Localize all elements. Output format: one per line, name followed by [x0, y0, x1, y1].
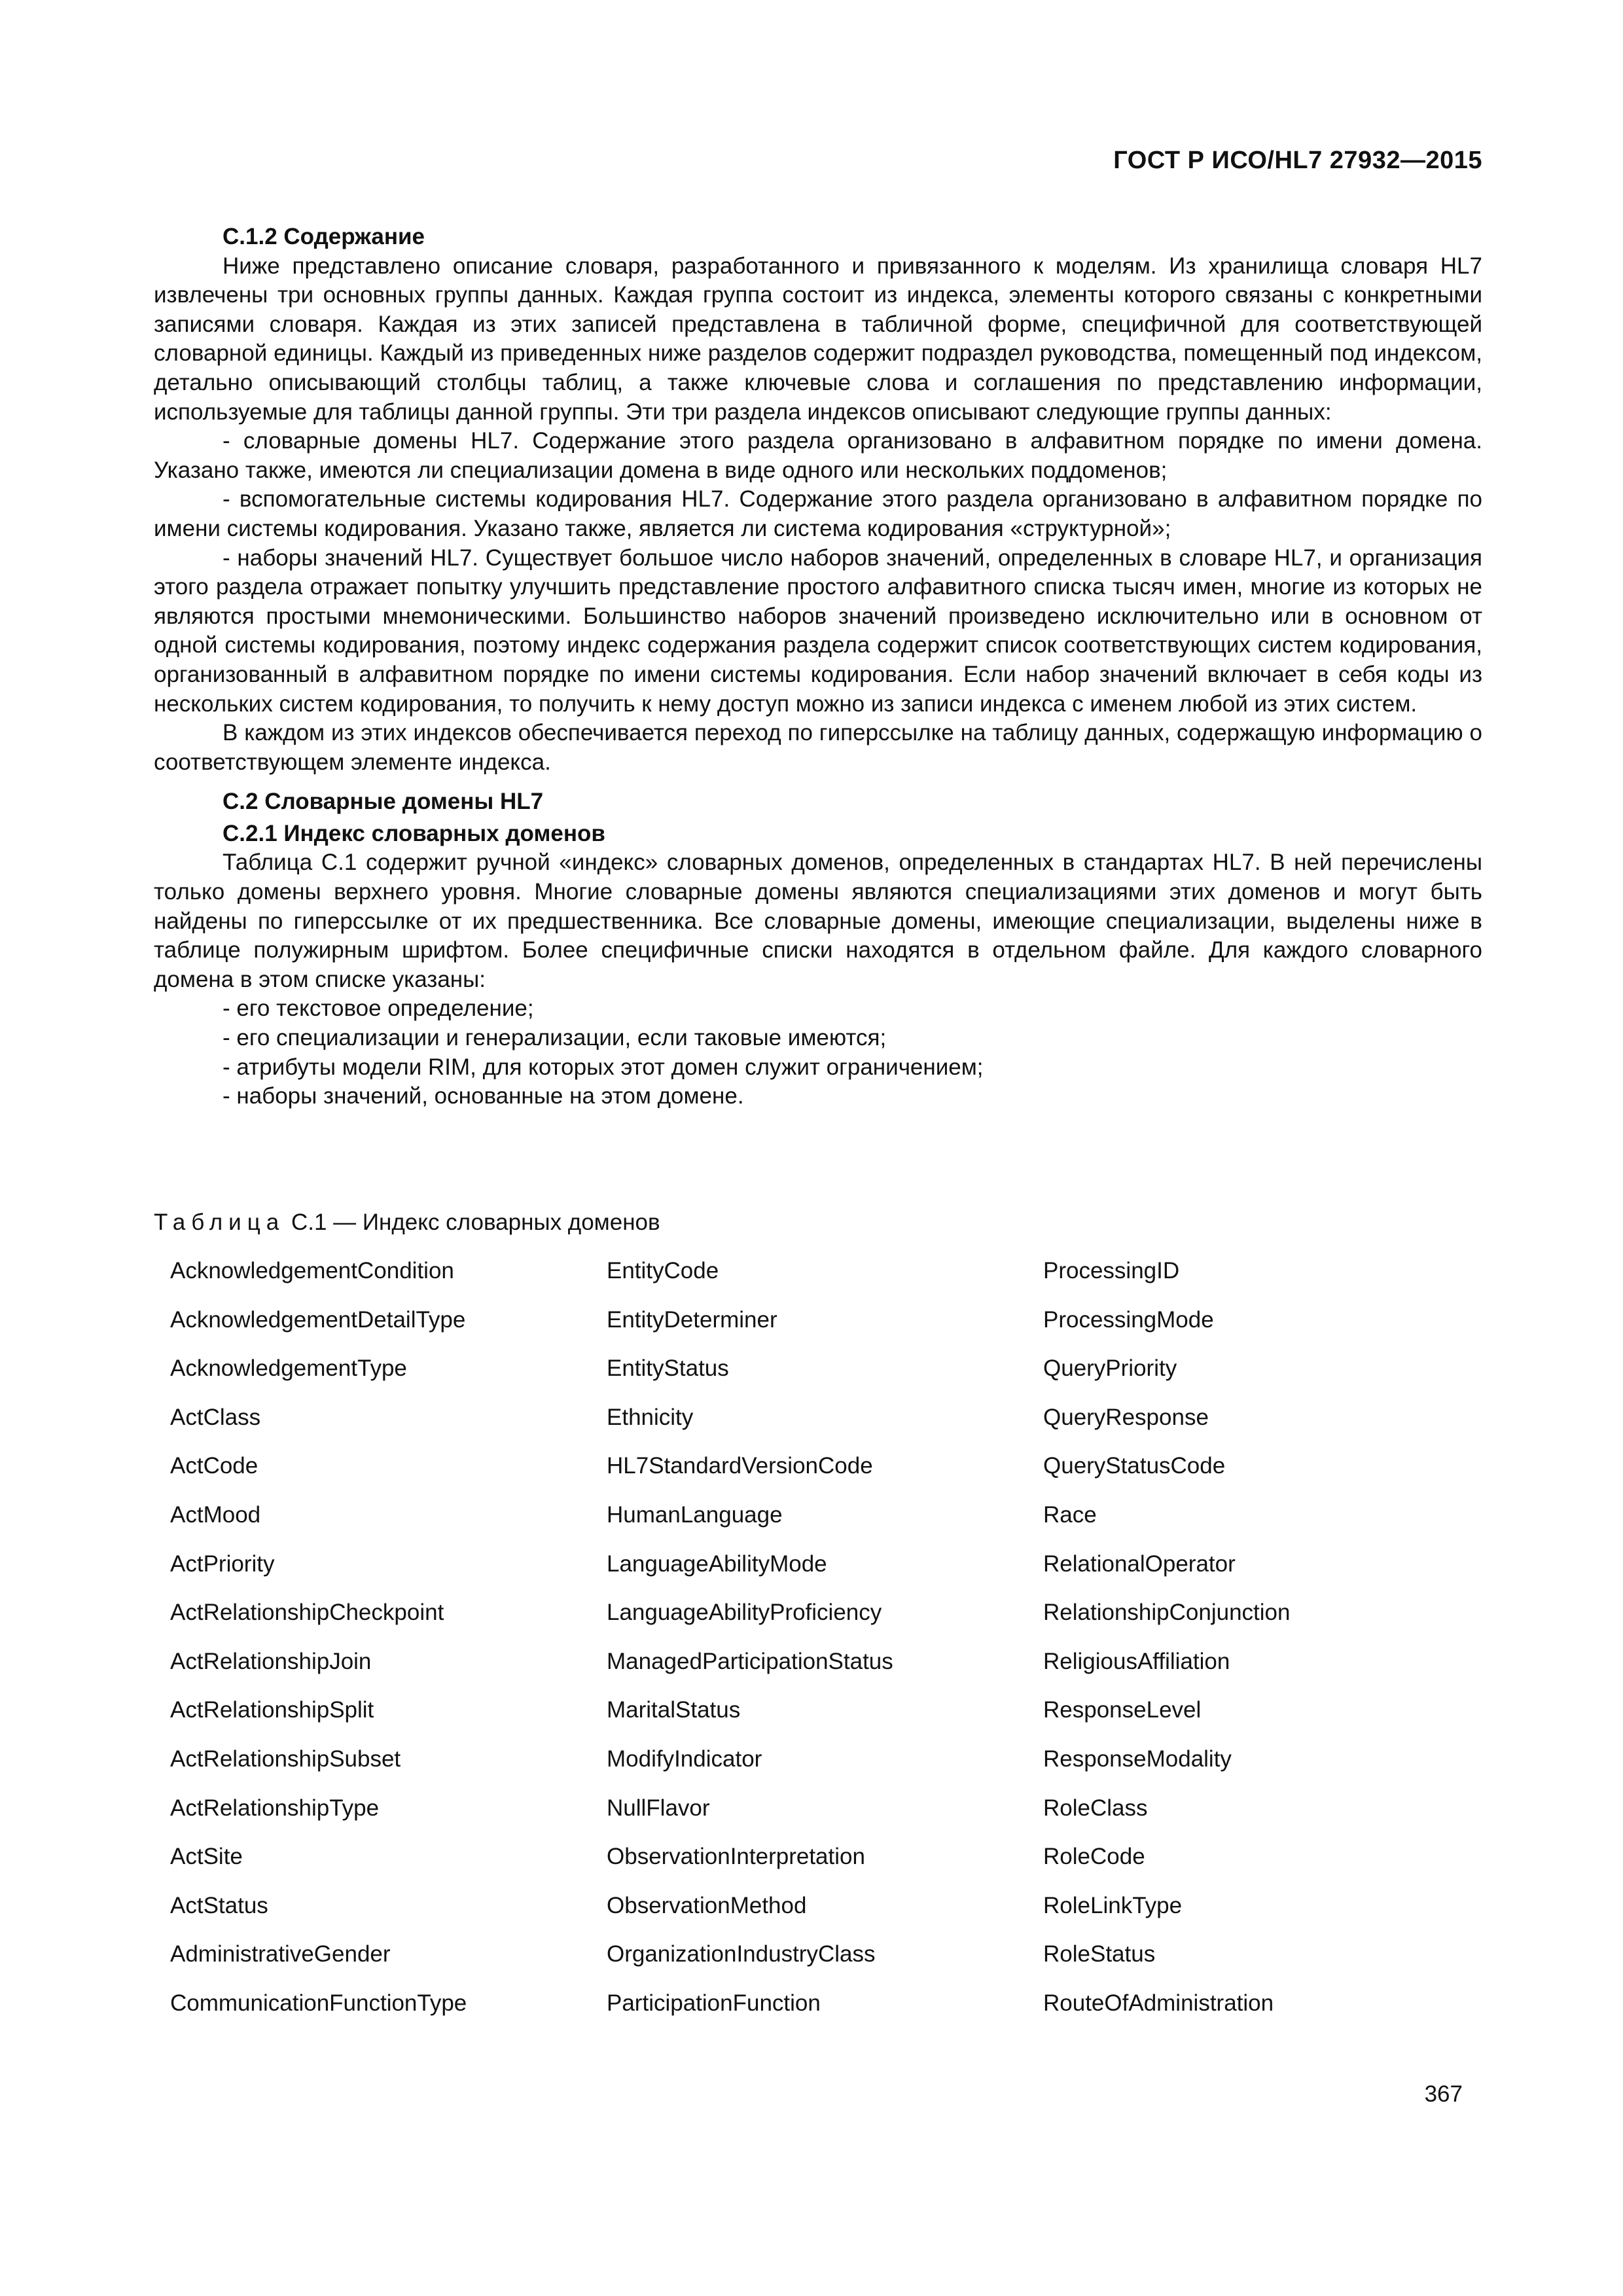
- table-cell: RelationshipConjunction: [1043, 1600, 1291, 1626]
- table-cell: ActSite: [170, 1844, 243, 1870]
- table-cell: ActCode: [170, 1453, 259, 1479]
- table-caption-label: Таблица: [154, 1210, 285, 1235]
- table-cell: ProcessingID: [1043, 1258, 1180, 1283]
- table-cell: EntityStatus: [607, 1355, 729, 1382]
- page-body: [154, 223, 1482, 1111]
- page-number: 367: [1424, 2081, 1463, 2107]
- table-cell: RoleStatus: [1043, 1941, 1156, 1967]
- table-cell: CommunicationFunctionType: [170, 1990, 467, 2016]
- table-cell: OrganizationIndustryClass: [607, 1941, 876, 1967]
- table-cell: NullFlavor: [607, 1795, 710, 1821]
- table-cell: HumanLanguage: [607, 1501, 783, 1528]
- table-cell: AcknowledgementCondition: [170, 1258, 454, 1283]
- table-cell: ActRelationshipType: [170, 1795, 380, 1821]
- table-cell: AcknowledgementDetailType: [170, 1306, 466, 1333]
- paragraph: Ниже представлено описание словаря, разработанного и привязанного к моделям. Из хранилища словаря HL7 извлечены три основных группы данных. Каждая группа состоит из индекса, элементы которого связаны с конкретными записями словаря. Каждая из этих записей представлена в табличной форме, специфичной для соответствующей словарной единицы. Каждый из приведенных ниже разделов содержит подраздел руководства, помещенный под индексом, детально описывающий столбцы таблиц, а также ключевые слова и соглашения по представлению информации, используемые для таблицы данной группы. Эти три раздела индексов описывают следующие группы данных:: [154, 253, 1482, 425]
- table-cell: ActStatus: [170, 1892, 268, 1918]
- table-cell: ActRelationshipSplit: [170, 1697, 374, 1723]
- table-cell: Ethnicity: [607, 1404, 694, 1430]
- table-cell: RoleLinkType: [1043, 1892, 1183, 1918]
- table-cell: ActRelationshipJoin: [170, 1648, 372, 1674]
- table-cell: ResponseLevel: [1043, 1697, 1202, 1723]
- table-cell: ModifyIndicator: [607, 1746, 762, 1772]
- domain-index-table: [170, 1258, 1480, 2039]
- list-item: - атрибуты модели RIM, для которых этот домен служит ограничением;: [223, 1054, 984, 1080]
- paragraph: В каждом из этих индексов обеспечивается переход по гиперссылке на таблицу данных, содержащую информацию о соответствующем элементе индекса.: [154, 720, 1482, 775]
- table-cell: HL7StandardVersionCode: [607, 1453, 873, 1479]
- table-cell: ActPriority: [170, 1551, 275, 1577]
- table-cell: AdministrativeGender: [170, 1941, 391, 1967]
- list-item: - наборы значений, основанные на этом домене.: [223, 1083, 744, 1109]
- list-item: - его текстовое определение;: [223, 996, 534, 1022]
- table-cell: ActRelationshipSubset: [170, 1746, 401, 1772]
- table-cell: RoleCode: [1043, 1844, 1145, 1870]
- section-heading-c12: С.1.2 Содержание: [223, 224, 425, 249]
- list-item: - словарные домены HL7. Содержание этого раздела организовано в алфавитном порядке по имени домена. Указано также, имеются ли специализации домена в виде одного или нескольких поддоменов;: [154, 428, 1482, 483]
- table-cell: EntityCode: [607, 1258, 719, 1283]
- table-cell: QueryPriority: [1043, 1355, 1177, 1382]
- table-cell: ResponseModality: [1043, 1746, 1232, 1772]
- table-cell: QueryResponse: [1043, 1404, 1209, 1430]
- paragraph: Таблица С.1 содержит ручной «индекс» словарных доменов, определенных в стандартах HL7. В ней перечислены только домены верхнего уровня. Многие словарные домены являются специализациями этих доменов и могут быть найдены по гиперссылке от их предшественника. Все словарные домены, имеющие специализации, выделены ниже в таблице полужирным шрифтом. Более специфичные списки находятся в отдельном файле. Для каждого словарного домена в этом списке указаны:: [154, 850, 1482, 992]
- table-caption-title: С.1 — Индекс словарных доменов: [285, 1210, 660, 1235]
- section-heading-c2: С.2 Словарные домены HL7: [223, 789, 544, 815]
- table-cell: ObservationInterpretation: [607, 1844, 865, 1870]
- table-cell: ProcessingMode: [1043, 1306, 1214, 1333]
- table-cell: ReligiousAffiliation: [1043, 1648, 1230, 1674]
- table-cell: ParticipationFunction: [607, 1990, 821, 2016]
- table-cell: QueryStatusCode: [1043, 1453, 1226, 1479]
- table-cell: ActClass: [170, 1404, 261, 1430]
- table-cell: EntityDeterminer: [607, 1306, 777, 1333]
- list-item: - вспомогательные системы кодирования HL7. Содержание этого раздела организовано в алфавитном порядке по имени системы кодирования. Указано также, является ли система кодирования «структурной»;: [154, 486, 1482, 541]
- table-cell: LanguageAbilityProficiency: [607, 1600, 882, 1626]
- table-cell: MaritalStatus: [607, 1697, 741, 1723]
- list-item: - его специализации и генерализации, если таковые имеются;: [223, 1025, 887, 1051]
- table-cell: ActRelationshipCheckpoint: [170, 1600, 444, 1626]
- document-header: ГОСТ Р ИСО/HL7 27932—2015: [1113, 147, 1482, 174]
- table-cell: ManagedParticipationStatus: [607, 1648, 893, 1674]
- list-item: - наборы значений HL7. Существует большое число наборов значений, определенных в словаре HL7, и организация этого раздела отражает попытку улучшить представление простого алфавитного списка тысяч имен, многие из которых не являются простыми мнемоническими. Большинство наборов значений произведено исключительно или в основном от одной системы кодирования, поэтому индекс содержания раздела содержит список соответствующих систем кодирования, организованный в алфавитном порядке по имени системы кодирования. Если набор значений включает в себя коды из нескольких систем кодирования, то получить к нему доступ можно из записи индекса с именем любой из этих систем.: [154, 545, 1482, 717]
- table-cell: Race: [1043, 1501, 1097, 1528]
- table-cell: AcknowledgementType: [170, 1355, 407, 1382]
- table-cell: RouteOfAdministration: [1043, 1990, 1274, 2016]
- section-heading-c21: С.2.1 Индекс словарных доменов: [223, 820, 605, 846]
- table-cell: ActMood: [170, 1501, 261, 1528]
- table-cell: LanguageAbilityMode: [607, 1551, 827, 1577]
- table-cell: ObservationMethod: [607, 1892, 807, 1918]
- table-cell: RelationalOperator: [1043, 1551, 1236, 1577]
- table-caption: [154, 1210, 660, 1236]
- table-cell: RoleClass: [1043, 1795, 1148, 1821]
